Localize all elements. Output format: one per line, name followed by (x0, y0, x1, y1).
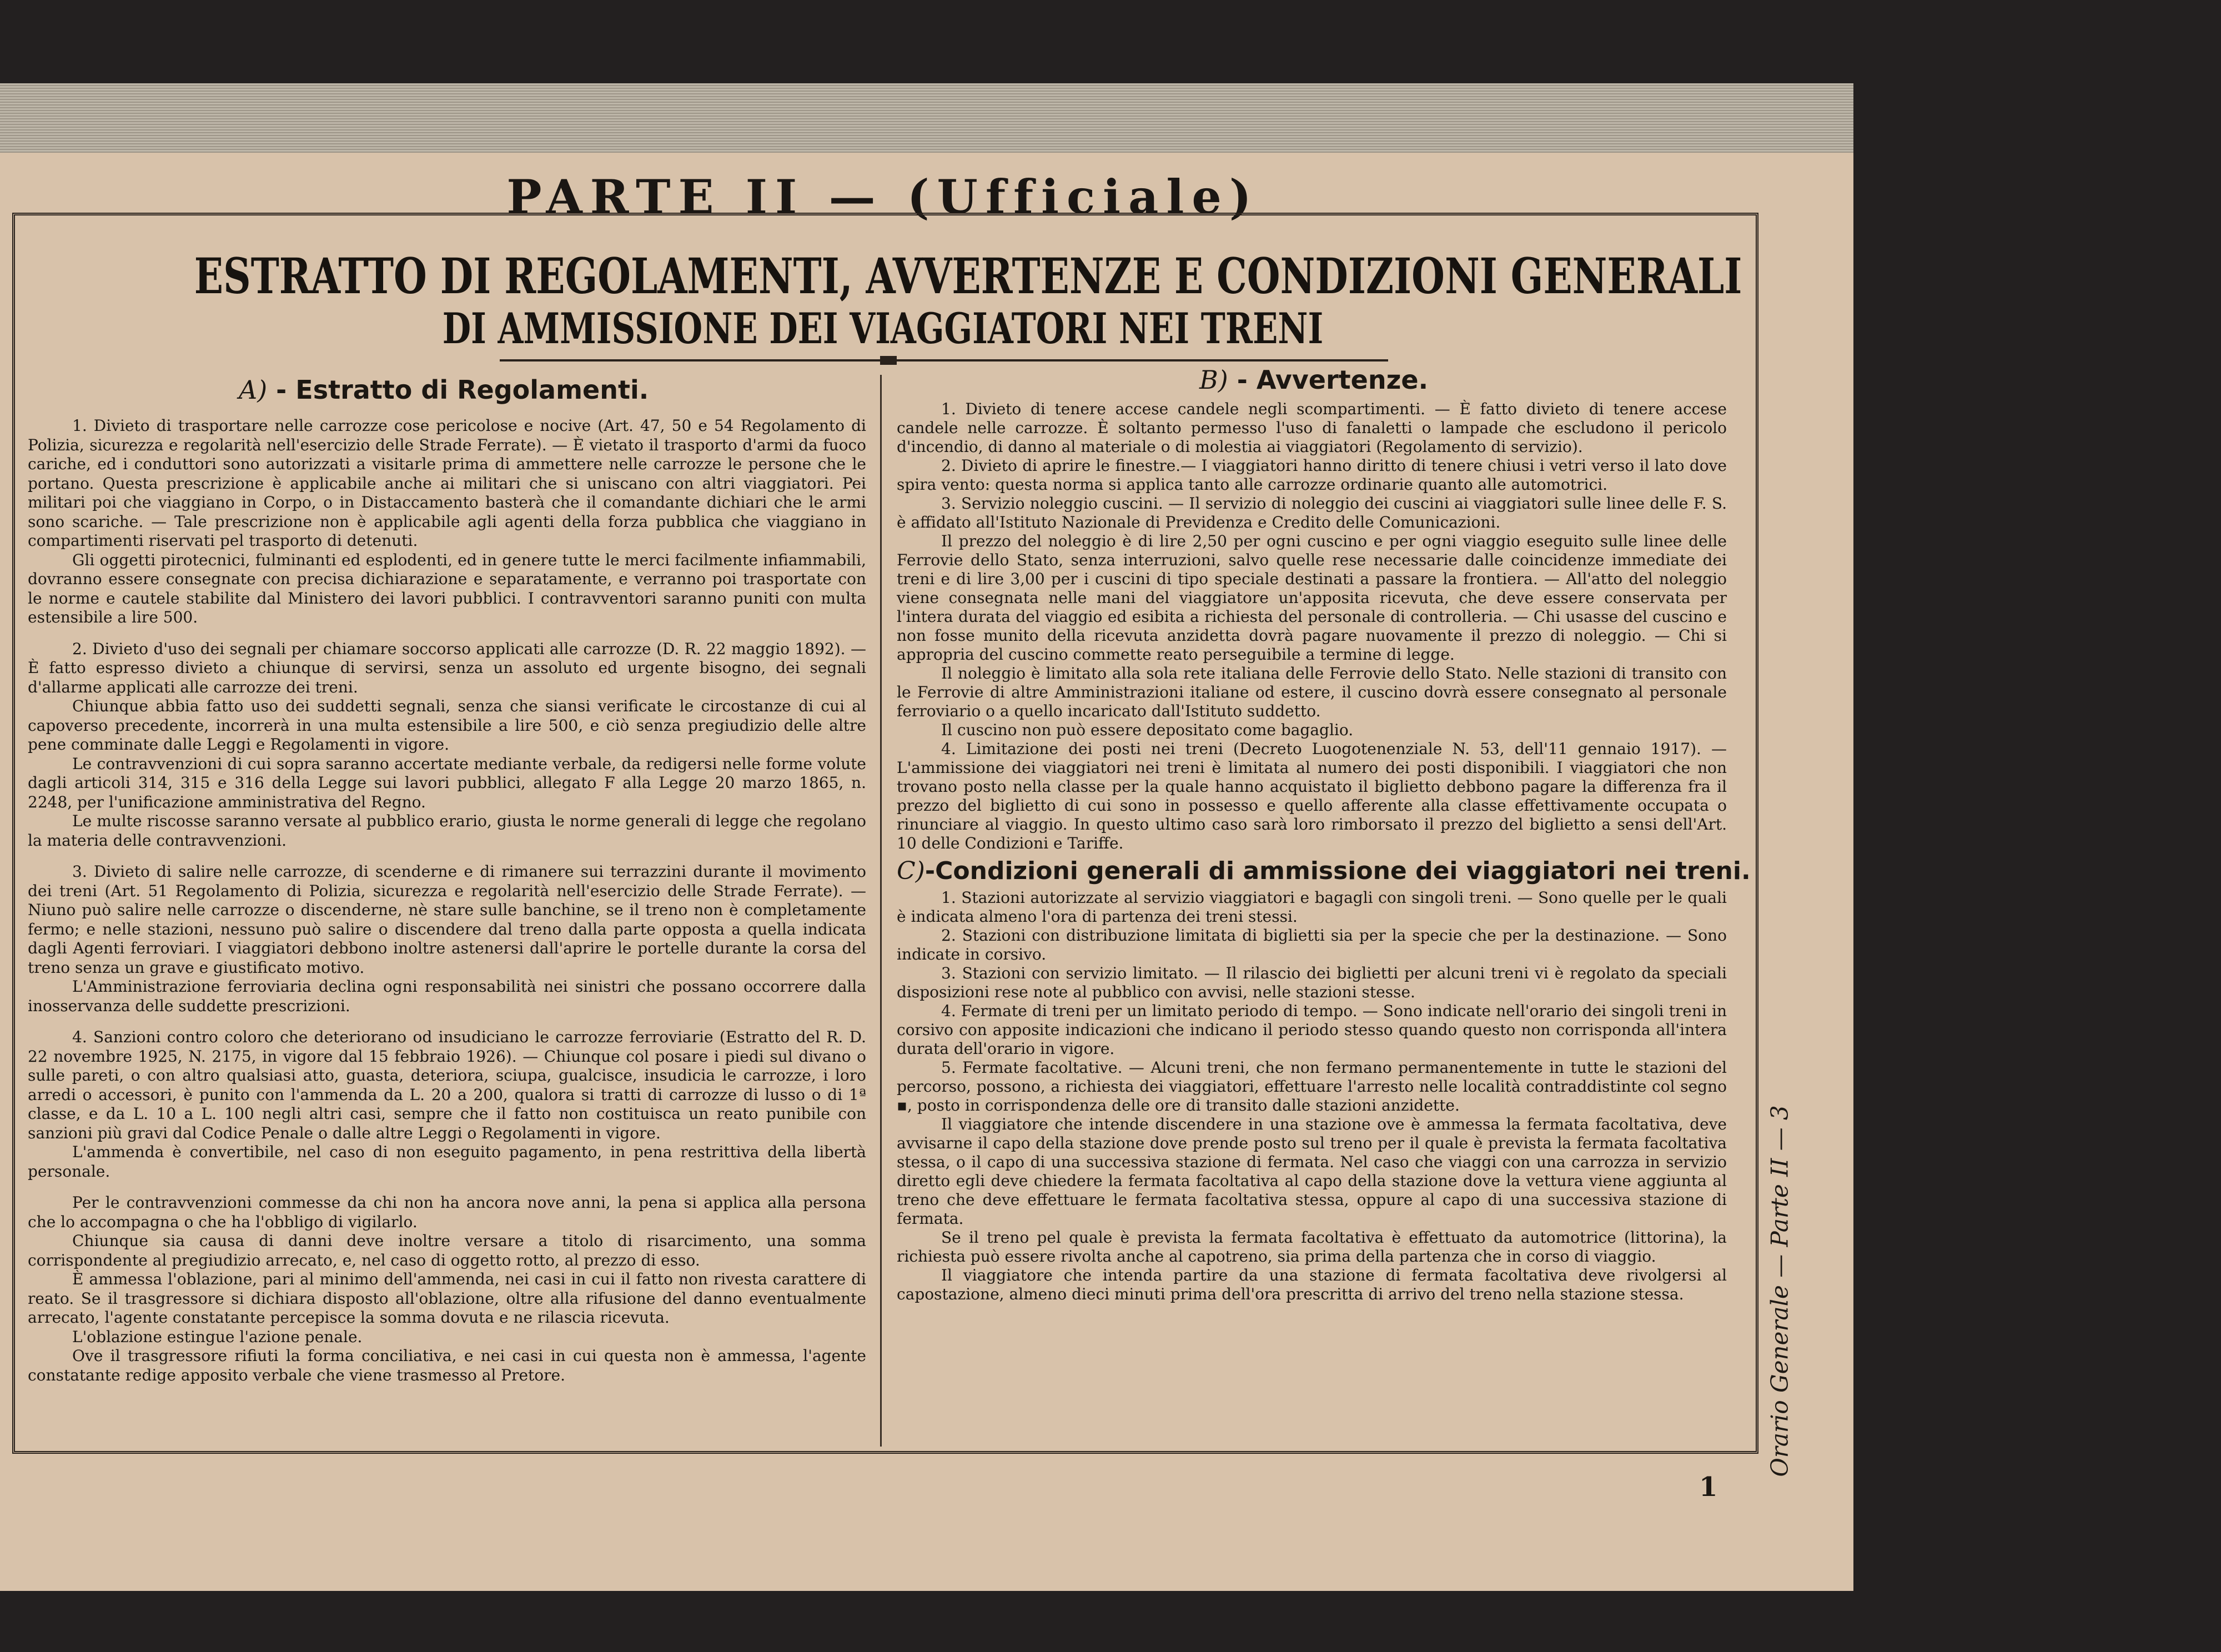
book-page-edges (0, 83, 1853, 155)
section-c-label: -Condizioni generali di ammissione dei viaggiatori nei treni. (924, 857, 1751, 885)
left-paragraph: 4. Sanzioni contro coloro che deteriorano od insudiciano le carrozze ferroviarie (Estratto del R. D. 22 novembre 1925, N. 2175, in vigore dal 15 febbraio 1926). — Chiunque col posare i piedi sul divano o sulle pareti, o con altro qualsiasi atto, guasta, deteriora, sciupa, gualcisce, insudicia le carrozze, i loro arredi o accessori, è punito con l'ammenda da L. 20 a 200, qualora si tratti di carrozze di lusso o di 1ª classe, e da L. 10 a L. 100 negli altri casi, sempre che il fatto non costituisca un reato punibile con sanzioni più gravi dal Codice Penale o dalle altre Leggi o Regolamenti in vigore. (28, 1028, 866, 1142)
title-ornament (880, 356, 897, 365)
section-a-letter: A) (239, 375, 268, 405)
right-paragraph: Il viaggiatore che intenda partire da una stazione di fermata facoltativa deve rivolgersi al capostazione, almeno dieci minuti prima dell'ora prescritta di arrivo del treno nella stazione stessa. (897, 1266, 1727, 1303)
left-paragraph: 1. Divieto di trasportare nelle carrozze cose pericolose e nocive (Art. 47, 50 e 54 Regolamento di Polizia, sicurezza e regolarità nell'esercizio delle Strade Ferrate). — È vietato il trasporto d'armi da fuoco cariche, ed i conduttori sono autorizzati a visitarle prima di ammettere nelle carrozze le persone che le portano. Questa prescrizione è applicabile anche ai militari che si uniscano con altri viaggiatori. Pei militari poi che viaggiano in Corpo, o in Distaccamento basterà che il comandante dichiari che le armi sono scariche. — Tale prescrizione non è applicabile agli agenti della forza pubblica che viaggiano in compartimenti riservati pel trasporto di detenuti. (28, 416, 866, 550)
left-paragraph: 3. Divieto di salire nelle carrozze, di scenderne e di rimanere sui terrazzini durante il movimento dei treni (Art. 51 Regolamento di Polizia, sicurezza e regolarità nell'esercizio delle Strade Ferrate). — Niuno può salire nelle carrozze o discenderne, nè stare sulle banchine, se il treno non è completamente fermo; e nelle stazioni, nessuno può salire o discendere dal treno dalla parte opposta a quella indicata dagli Agenti ferroviari. I viaggiatori debbono inoltre astenersi dall'aprire le portelle durante la corsa del treno senza un grave e giustificato motivo. (28, 862, 866, 977)
right-paragraph: Il prezzo del noleggio è di lire 2,50 per ogni cuscino e per ogni viaggio eseguito sulle linee delle Ferrovie dello Stato, senza interruzioni, salvo quelle rese necessarie dalle coincidenze immediate dei treni e di lire 3,00 per i cuscini di tipo speciale destinati a passare la frontiera. — All'atto del noleggio viene consegnata nelle mani del viaggiatore un'apposita ricevuta, che deve essere conservata per l'intera durata del viaggio ed esibita a richiesta del personale di controlleria. — Chi usasse del cuscino e non fosse munito della ricevuta anzidetta dovrà pagare nuovamente il prezzo di noleggio. — Chi si appropria del cuscino commette reato perseguibile a termine di legge. (897, 532, 1727, 664)
left-paragraph: Chiunque sia causa di danni deve inoltre versare a titolo di risarcimento, una somma corrispondente al pregiudizio arrecato, e, nel caso di oggetto rotto, al prezzo di esso. (28, 1232, 866, 1269)
section-c-heading (897, 856, 1751, 886)
right-paragraph: 4. Fermate di treni per un limitato periodo di tempo. — Sono indicate nell'orario dei singoli treni in corsivo con apposite indicazioni che indicano il periodo stesso quando questo non corrisponda all'intera durata dell'orario in vigore. (897, 1002, 1727, 1058)
section-a-heading (239, 375, 649, 405)
page-number: 1 (1699, 1472, 1718, 1503)
left-column (28, 416, 866, 1385)
column-divider (880, 375, 882, 1447)
main-title-line1: ESTRATTO DI REGOLAMENTI, AVVERTENZE E CONDIZIONI GENERALI (194, 247, 1742, 305)
section-b-label: - Avvertenze. (1228, 365, 1429, 395)
left-paragraph: Ove il trasgressore rifiuti la forma conciliativa, e nei casi in cui questa non è ammessa, l'agente constatante redige apposito verbale che viene trasmesso al Pretore. (28, 1347, 866, 1384)
right-column (897, 400, 1751, 1304)
right-paragraph: 5. Fermate facoltative. — Alcuni treni, che non fermano permanentemente in tutte le stazioni del percorso, possono, a richiesta dei viaggiatori, effettuare l'arresto nelle località contraddistinte col segno ▪, posto in corrispondenza delle ore di transito dalle stazioni anzidette. (897, 1058, 1727, 1114)
left-paragraph: L'Amministrazione ferroviaria declina ogni responsabilità nei sinistri che possano occorrere dalla inosservanza delle suddette prescrizioni. (28, 977, 866, 1015)
left-paragraph: L'ammenda è convertibile, nel caso di non eseguito pagamento, in pena restrittiva della libertà personale. (28, 1143, 866, 1181)
document-page (0, 153, 1853, 1591)
left-paragraph: 2. Divieto d'uso dei segnali per chiamare soccorso applicati alle carrozze (D. R. 22 maggio 1892). — È fatto espresso divieto a chiunque di servirsi, senza un assoluto ed urgente bisogno, dei segnali d'allarme applicati alle carrozze dei treni. (28, 639, 866, 696)
right-paragraph: Il noleggio è limitato alla sola rete italiana delle Ferrovie dello Stato. Nelle stazioni di transito con le Ferrovie di altre Amministrazioni italiane od estere, il cuscino dovrà essere consegnato al personale ferroviario o a quello incaricato dall'Istituto suddetto. (897, 664, 1727, 720)
section-b-letter: B) (1199, 365, 1228, 395)
left-paragraph: Gli oggetti pirotecnici, fulminanti ed esplodenti, ed in genere tutte le merci facilmente infiammabili, dovranno essere consegnate con precisa dichiarazione e separatamente, e verranno poi trasportate con le norme e cautele stabilite dal Ministero dei lavori pubblici. I contravventori saranno puniti con multa estensibile a lire 500. (28, 550, 866, 626)
left-paragraph: Le multe riscosse saranno versate al pubblico erario, giusta le norme generali di legge che regolano la materia delle contravvenzioni. (28, 812, 866, 850)
right-paragraph: 2. Divieto di aprire le finestre.— I viaggiatori hanno diritto di tenere chiusi i vetri verso il lato dove spira vento: questa norma si applica tanto alle carrozze ordinarie quanto alle automotrici. (897, 456, 1727, 494)
section-c-letter: C) (897, 857, 925, 885)
main-title-line2: DI AMMISSIONE DEI VIAGGIATORI NEI TRENI (442, 304, 1324, 353)
right-paragraph: 3. Stazioni con servizio limitato. — Il rilascio dei biglietti per alcuni treni vi è regolato da speciali disposizioni rese note al pubblico con avvisi, nelle stazioni stesse. (897, 964, 1727, 1001)
left-paragraph: Per le contravvenzioni commesse da chi non ha ancora nove anni, la pena si applica alla persona che lo accompagna o che ha l'obbligo di vigilarlo. (28, 1193, 866, 1231)
left-paragraph: Chiunque abbia fatto uso dei suddetti segnali, senza che siansi verificate le circostanze di cui al capoverso precedente, incorrerà in una multa estensibile a lire 500, e ciò senza pregiudizio delle altre pene comminate dalle Leggi e Regolamenti in vigore. (28, 697, 866, 754)
part-heading: PARTE II — (Ufficiale) (506, 169, 1259, 224)
side-running-title-text: Orario Generale — Parte II — 3 (1766, 1105, 1793, 1477)
title-rule (500, 359, 1388, 361)
right-paragraph: Se il treno pel quale è prevista la fermata facoltativa è effettuato da automotrice (littorina), la richiesta può essere rivolta anche al capotreno, sia prima della partenza che in corso di viaggio. (897, 1228, 1727, 1266)
left-paragraph: Le contravvenzioni di cui sopra saranno accertate mediante verbale, da redigersi nelle forme volute dagli articoli 314, 315 e 316 della Legge sui lavori pubblici, allegato F alla Legge 20 marzo 1865, n. 2248, per l'unificazione amministrativa del Regno. (28, 754, 866, 811)
left-paragraph: È ammessa l'oblazione, pari al minimo dell'ammenda, nei casi in cui il fatto non rivesta carattere di reato. Se il trasgressore si dichiara disposto all'oblazione, oltre alla rifusione del danno eventualmente arrecato, l'agente constatante percepisce la somma dovuta e ne rilascia ricevuta. (28, 1270, 866, 1327)
left-paragraph: L'oblazione estingue l'azione penale. (72, 1327, 363, 1346)
section-a-label: - Estratto di Regolamenti. (267, 375, 649, 405)
right-paragraph: 3. Servizio noleggio cuscini. — Il servizio di noleggio dei cuscini ai viaggiatori sulle linee delle F. S. è affidato all'Istituto Nazionale di Previdenza e Credito delle Comunicazioni. (897, 494, 1727, 531)
right-paragraph: 4. Limitazione dei posti nei treni (Decreto Luogotenenziale N. 53, dell'11 gennaio 1917). — L'ammissione dei viaggiatori nei treni è limitata al numero dei posti disponibili. I viaggiatori che non trovano posto nella classe per la quale hanno acquistato il biglietto debbono pagare la differenza fra il prezzo del biglietto di cui sono in possesso e quello afferente alla classe effettivamente occupata o rinunciare al viaggio. In questo ultimo caso sarà loro rimborsato il prezzo del biglietto a sensi dell'Art. 10 delle Condizioni e Tariffe. (897, 740, 1727, 852)
side-running-title (1749, 1097, 1810, 1485)
right-paragraph: 2. Stazioni con distribuzione limitata di biglietti sia per la specie che per la destinazione. — Sono indicate in corsivo. (897, 926, 1727, 963)
right-paragraph: 1. Stazioni autorizzate al servizio viaggiatori e bagagli con singoli treni. — Sono quelle per le quali è indicata almeno l'ora di partenza dei treni stessi. (897, 888, 1727, 926)
section-b-heading (1199, 365, 1428, 395)
right-paragraph: Il viaggiatore che intende discendere in una stazione ove è ammessa la fermata facoltativa, deve avvisarne il capo della stazione dove prende posto sul treno per il quale è prevista la fermata facoltativa stessa, o il capo di una successiva stazione di fermata. Nel caso che viaggi con una carrozza in servizio diretto egli deve chiedere la fermata facoltativa al capo della stazione dove la vettura viene aggiunta al treno che deve effettuare le fermata facoltativa stessa, oppure al capo di una successiva stazione di fermata. (897, 1115, 1727, 1228)
right-paragraph: 1. Divieto di tenere accese candele negli scompartimenti. — È fatto divieto di tenere accese candele nelle carrozze. È soltanto permesso l'uso di fanaletti o lampade che escludono il pericolo d'incendio, di danno al materiale o di molestia ai viaggiatori (Regolamento di servizio). (897, 400, 1727, 456)
right-paragraph: Il cuscino non può essere depositato come bagaglio. (941, 721, 1354, 739)
